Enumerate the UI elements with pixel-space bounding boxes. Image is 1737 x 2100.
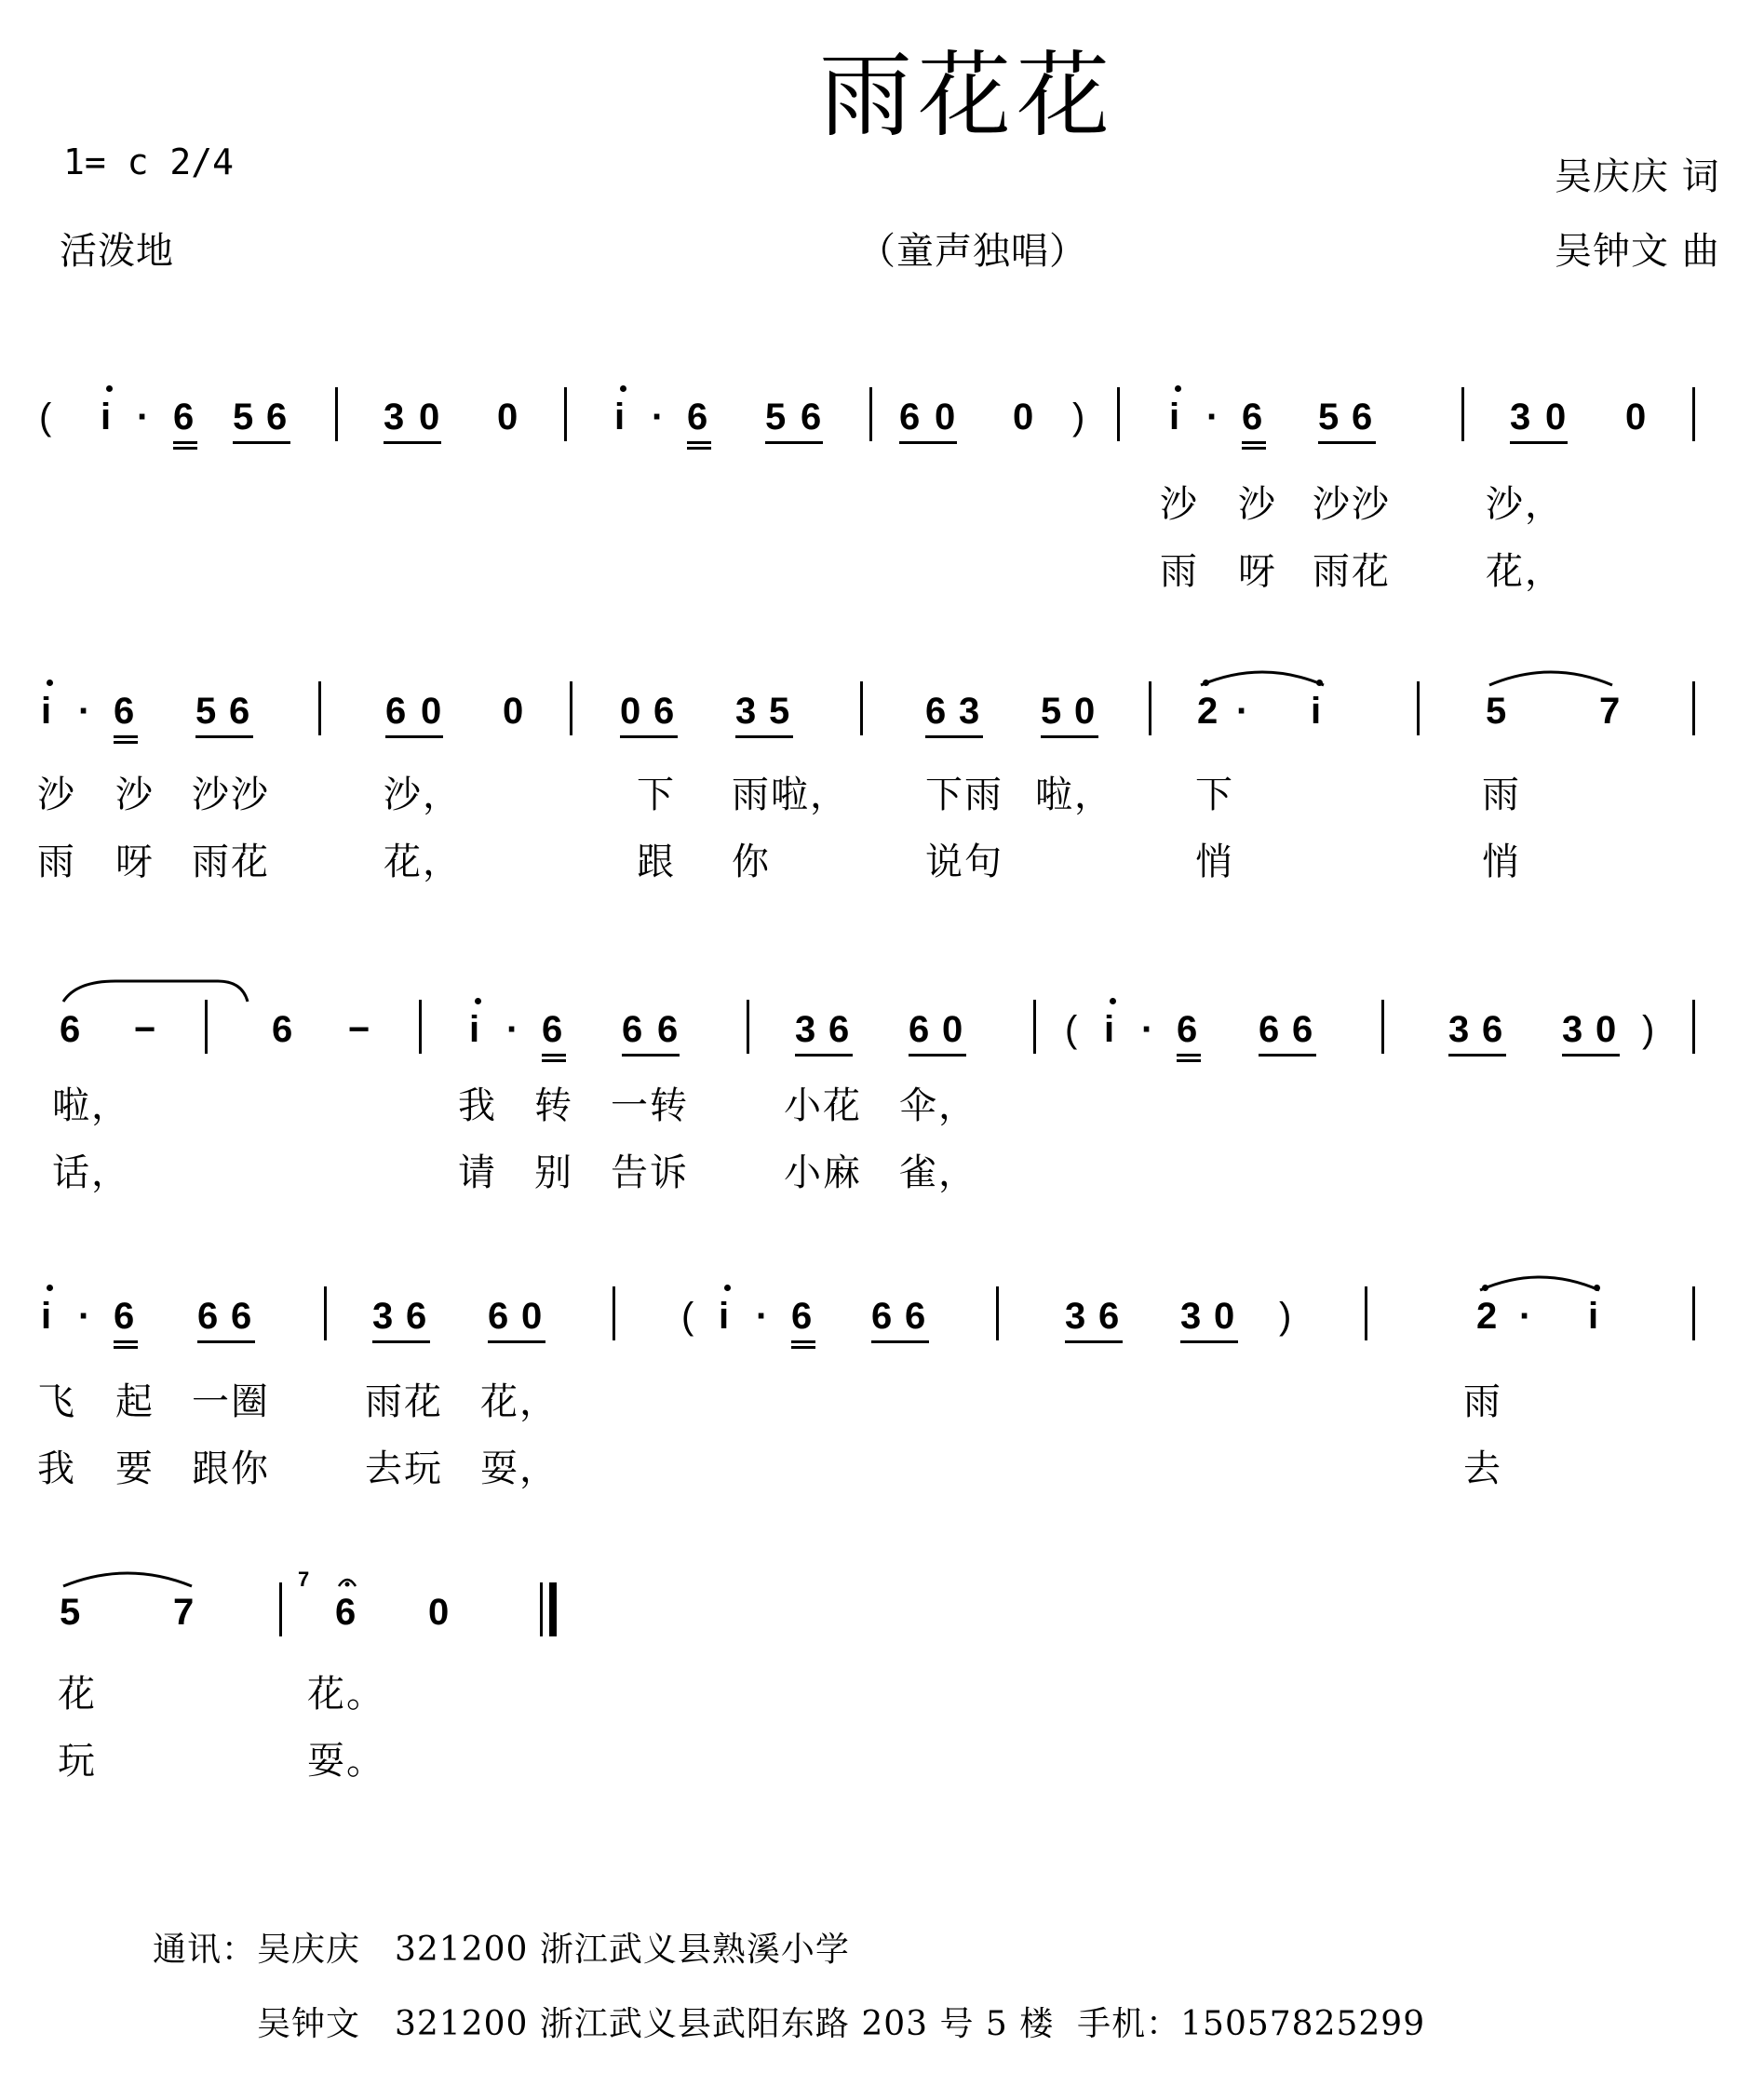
high-octave-dot — [1175, 385, 1181, 392]
dash: − — [134, 1009, 156, 1050]
lyric: 沙沙 — [1313, 483, 1391, 526]
high-octave-dot — [1482, 1285, 1488, 1291]
note: 6 — [871, 1296, 893, 1337]
final-bar-thick — [549, 1582, 557, 1636]
lyric: 啦， — [1035, 774, 1113, 816]
note: 2 — [1476, 1296, 1498, 1337]
lyric: 我 — [37, 1447, 76, 1490]
lyric: 雨 — [1482, 774, 1521, 816]
augmentation-dot: · — [652, 397, 665, 438]
underline — [1177, 1059, 1201, 1062]
augmentation-dot: · — [506, 1009, 519, 1050]
note: 6 — [272, 1009, 293, 1050]
underline — [1180, 1340, 1238, 1343]
underline — [114, 741, 138, 744]
bar-line — [205, 1000, 208, 1054]
high-octave-dot — [1594, 1285, 1600, 1291]
lyric: 雨 — [1463, 1380, 1502, 1423]
note: 5 — [60, 1592, 81, 1633]
lyric: 悄 — [1482, 841, 1521, 883]
note: 6 — [114, 1296, 135, 1337]
paren-open: ( — [681, 1296, 694, 1337]
lyric: 请 — [458, 1151, 497, 1194]
paren-close: ) — [1072, 397, 1085, 438]
lyric: 呀 — [1238, 550, 1277, 593]
note: 6 — [899, 397, 921, 438]
rest: 0 — [1074, 691, 1096, 732]
note: 3 — [372, 1296, 394, 1337]
underline — [1318, 441, 1376, 444]
bar-line — [335, 387, 338, 441]
underline — [1562, 1054, 1620, 1057]
bar-line — [324, 1286, 327, 1340]
underline — [173, 447, 197, 450]
underline — [1065, 1340, 1123, 1343]
high-octave-dot — [1316, 680, 1323, 686]
bar-line — [1381, 1000, 1384, 1054]
lyric: 一圈 — [192, 1380, 270, 1423]
note: 0 — [419, 397, 440, 438]
augmentation-dot: · — [756, 1296, 769, 1337]
bar-line — [318, 681, 321, 735]
augmentation-dot: · — [1141, 1009, 1154, 1050]
rest: 0 — [428, 1592, 450, 1633]
underline — [488, 1340, 545, 1343]
footer-address: 321200 浙江武义县熟溪小学 — [395, 1931, 850, 1969]
underline — [385, 735, 443, 738]
lyric: 跟你 — [192, 1447, 270, 1490]
rest: 0 — [1596, 1009, 1617, 1050]
underline — [899, 441, 957, 444]
lyric: 雀， — [899, 1151, 977, 1194]
underline — [1242, 441, 1266, 444]
note: 6 — [1259, 1009, 1280, 1050]
underline — [1041, 735, 1098, 738]
lyric: 花， — [480, 1380, 559, 1423]
lyric: 去玩 — [365, 1447, 443, 1490]
note: 3 — [1448, 1009, 1470, 1050]
underline — [620, 735, 678, 738]
lyric: 雨花 — [1313, 550, 1391, 593]
bar-line — [1692, 1000, 1695, 1054]
note: 5 — [1486, 691, 1507, 732]
footer-name: 吴庆庆 — [257, 1931, 361, 1969]
underline — [687, 441, 711, 444]
performance-note: （童声独唱） — [858, 230, 1087, 273]
rest: 0 — [1013, 397, 1034, 438]
lyric: 雨花 — [365, 1380, 443, 1423]
underline — [384, 441, 441, 444]
note: 5 — [233, 397, 254, 438]
slur-tie — [1476, 1270, 1603, 1292]
underline — [1259, 1054, 1316, 1057]
bar-line — [996, 1286, 999, 1340]
underline — [765, 441, 823, 444]
lyric: 话， — [52, 1151, 130, 1194]
augmentation-dot: · — [1236, 691, 1249, 732]
lyric: 一转 — [611, 1084, 689, 1127]
underline — [173, 441, 197, 444]
lyric: 小麻 — [784, 1151, 862, 1194]
lyric: 沙， — [384, 774, 462, 816]
lyric: 雨花 — [192, 841, 270, 883]
underline — [1242, 447, 1266, 450]
lyric: 沙沙 — [192, 774, 270, 816]
lyric: 雨啦， — [732, 774, 849, 816]
grace-note: 7 — [298, 1568, 310, 1591]
note: 6 — [231, 1296, 252, 1337]
bar-line — [1149, 681, 1151, 735]
note: 7 — [1599, 691, 1621, 732]
bar-line — [279, 1582, 282, 1636]
note: 0 — [935, 397, 956, 438]
bar-line — [1117, 387, 1120, 441]
note: 3 — [1562, 1009, 1583, 1050]
note: 5 — [765, 397, 787, 438]
note: 6 — [657, 1009, 679, 1050]
note: i — [41, 1296, 52, 1337]
underline — [687, 447, 711, 450]
key-signature: 1= c 2/4 — [63, 141, 235, 182]
bar-line — [747, 1000, 749, 1054]
underline — [542, 1054, 566, 1057]
bar-line — [1033, 1000, 1036, 1054]
lyric: 花 — [58, 1673, 97, 1716]
note: 6 — [653, 691, 675, 732]
note: 6 — [828, 1009, 850, 1050]
lyric: 下 — [1195, 774, 1234, 816]
note: i — [1588, 1296, 1599, 1337]
note: i — [1104, 1009, 1115, 1050]
underline — [622, 1054, 680, 1057]
lyric: 下雨 — [925, 774, 1003, 816]
paren-open: ( — [1065, 1009, 1078, 1050]
footer-name: 吴钟文 — [257, 2005, 361, 2043]
note: 0 — [421, 691, 442, 732]
underline — [197, 1340, 255, 1343]
rest: 0 — [497, 397, 518, 438]
high-octave-dot — [47, 1285, 53, 1291]
note: 6 — [622, 1009, 643, 1050]
note: i — [719, 1296, 730, 1337]
lyric: 呀 — [115, 841, 155, 883]
lyric: 耍。 — [307, 1740, 385, 1783]
lyric: 花。 — [307, 1673, 385, 1716]
note: 6 — [791, 1296, 813, 1337]
rest: 0 — [1214, 1296, 1235, 1337]
underline — [1510, 441, 1568, 444]
lyric: 雨 — [1160, 550, 1199, 593]
lyric: 别 — [534, 1151, 573, 1194]
composer-credit: 吴钟文 曲 — [1555, 230, 1720, 273]
fermata-icon — [337, 1573, 357, 1588]
note: 2 — [1197, 691, 1219, 732]
high-octave-dot — [724, 1285, 731, 1291]
lyric: 下 — [637, 774, 676, 816]
augmentation-dot: · — [78, 691, 91, 732]
underline — [372, 1340, 430, 1343]
underline — [114, 735, 138, 738]
note: i — [469, 1009, 480, 1050]
bar-line — [419, 1000, 422, 1054]
lyric: 起 — [115, 1380, 155, 1423]
lyric: 花， — [384, 841, 462, 883]
note: i — [41, 691, 52, 732]
underline — [925, 735, 983, 738]
underline — [909, 1054, 966, 1057]
lyric: 说句 — [925, 841, 1003, 883]
lyric: 伞， — [899, 1084, 977, 1127]
lyric: 你 — [732, 841, 771, 883]
note: 6 — [60, 1009, 81, 1050]
bar-line — [1692, 1286, 1695, 1340]
tempo-marking: 活泼地 — [60, 230, 174, 273]
lyric: 跟 — [637, 841, 676, 883]
high-octave-dot — [475, 998, 481, 1004]
note: 3 — [1180, 1296, 1202, 1337]
bar-line — [613, 1286, 615, 1340]
underline — [791, 1340, 815, 1343]
lyric: 沙， — [1486, 483, 1564, 526]
paren-open: ( — [39, 397, 52, 438]
lyric: 悄 — [1195, 841, 1234, 883]
lyric: 飞 — [37, 1380, 76, 1423]
underline — [1448, 1054, 1506, 1057]
bar-line — [1692, 387, 1695, 441]
augmentation-dot: · — [1206, 397, 1219, 438]
lyric: 花， — [1486, 550, 1564, 593]
high-octave-dot — [1110, 998, 1116, 1004]
underline — [791, 1346, 815, 1349]
note: 6 — [1292, 1009, 1313, 1050]
underline — [735, 735, 793, 738]
note: 0 — [620, 691, 641, 732]
note: 5 — [1318, 397, 1340, 438]
note: 5 — [769, 691, 790, 732]
note: 6 — [1352, 397, 1373, 438]
note: 6 — [687, 397, 708, 438]
bar-line — [1365, 1286, 1367, 1340]
song-title: 雨花花 — [819, 41, 1115, 150]
underline — [195, 735, 253, 738]
note: 6 — [909, 1009, 930, 1050]
note: 6 — [488, 1296, 509, 1337]
underline — [1177, 1054, 1201, 1057]
slur-tie — [60, 1566, 195, 1588]
augmentation-dot: · — [78, 1296, 91, 1337]
note: 6 — [197, 1296, 219, 1337]
footer-label: 通讯： — [153, 1931, 257, 1969]
bar-line — [1692, 681, 1695, 735]
note: 3 — [1510, 397, 1531, 438]
paren-close: ) — [1279, 1296, 1292, 1337]
augmentation-dot: · — [137, 397, 150, 438]
paren-close: ) — [1642, 1009, 1655, 1050]
lyric: 啦， — [52, 1084, 130, 1127]
note: 6 — [905, 1296, 926, 1337]
lyricist-credit: 吴庆庆 词 — [1555, 155, 1720, 198]
high-octave-dot — [1203, 680, 1209, 686]
bar-line — [869, 387, 872, 441]
rest: 0 — [942, 1009, 963, 1050]
lyric: 告诉 — [611, 1151, 689, 1194]
note: 5 — [195, 691, 217, 732]
lyric: 小花 — [784, 1084, 862, 1127]
note: i — [1169, 397, 1180, 438]
note: 6 — [406, 1296, 427, 1337]
note: 6 — [542, 1009, 563, 1050]
note: 3 — [1065, 1296, 1086, 1337]
underline — [114, 1346, 138, 1349]
dash: − — [348, 1009, 370, 1050]
lyric: 玩 — [58, 1740, 97, 1783]
underline — [233, 441, 290, 444]
bar-line — [570, 681, 572, 735]
slur-tie — [1197, 665, 1327, 687]
lyric: 沙 — [115, 774, 155, 816]
note: 3 — [384, 397, 405, 438]
slur-tie — [1486, 665, 1616, 687]
note: 0 — [1545, 397, 1567, 438]
lyric: 耍， — [480, 1447, 559, 1490]
note: 6 — [335, 1592, 357, 1633]
lyric: 要 — [115, 1447, 155, 1490]
rest: 0 — [503, 691, 524, 732]
note: 6 — [1098, 1296, 1120, 1337]
note: 6 — [229, 691, 250, 732]
note: 6 — [801, 397, 822, 438]
note: i — [614, 397, 626, 438]
note: 6 — [1242, 397, 1263, 438]
high-octave-dot — [47, 680, 53, 686]
note: 6 — [925, 691, 947, 732]
note: 6 — [1482, 1009, 1503, 1050]
lyric: 转 — [534, 1084, 573, 1127]
lyric: 沙 — [37, 774, 76, 816]
note: 3 — [795, 1009, 816, 1050]
note: 6 — [266, 397, 288, 438]
footer-address: 321200 浙江武义县武阳东路 203 号 5 楼 手机：15057825299 — [395, 2005, 1426, 2043]
lyric: 去 — [1463, 1447, 1502, 1490]
note: 6 — [173, 397, 195, 438]
underline — [542, 1059, 566, 1062]
lyric: 我 — [458, 1084, 497, 1127]
note: 5 — [1041, 691, 1062, 732]
high-octave-dot — [620, 385, 626, 392]
lyric: 沙 — [1238, 483, 1277, 526]
bar-line — [1461, 387, 1464, 441]
underline — [114, 1340, 138, 1343]
high-octave-dot — [106, 385, 113, 392]
lyric: 沙 — [1160, 483, 1199, 526]
bar-line — [564, 387, 567, 441]
slur-tie — [60, 979, 251, 1003]
note: 7 — [173, 1592, 195, 1633]
note: i — [1311, 691, 1322, 732]
underline — [795, 1054, 853, 1057]
note: 6 — [114, 691, 135, 732]
note: 3 — [735, 691, 757, 732]
augmentation-dot: · — [1519, 1296, 1532, 1337]
rest: 0 — [1625, 397, 1647, 438]
rest: 0 — [521, 1296, 543, 1337]
note: 6 — [385, 691, 407, 732]
bar-line — [1417, 681, 1420, 735]
note: i — [101, 397, 112, 438]
note: 3 — [959, 691, 980, 732]
lyric: 雨 — [37, 841, 76, 883]
final-bar-thin — [540, 1582, 543, 1636]
underline — [871, 1340, 929, 1343]
note: 6 — [1177, 1009, 1198, 1050]
bar-line — [860, 681, 863, 735]
